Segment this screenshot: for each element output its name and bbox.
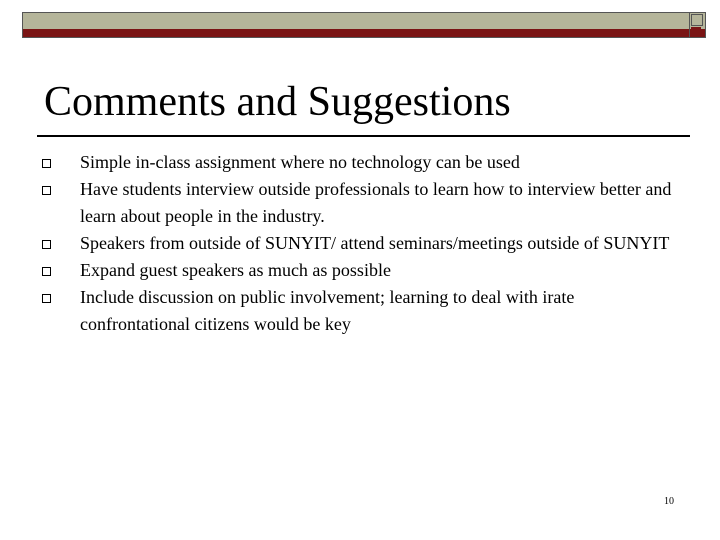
hollow-square-bullet-icon xyxy=(42,267,51,276)
bullet-text: Expand guest speakers as much as possible xyxy=(80,260,391,280)
bullet-text: Have students interview outside professionals to learn how to interview better and learn about people in the industry. xyxy=(80,179,672,226)
hollow-square-bullet-icon xyxy=(42,186,51,195)
bullet-item xyxy=(40,149,680,176)
corner-accent-block xyxy=(691,27,701,33)
header-accent-stripe xyxy=(23,29,705,37)
bullet-text: Speakers from outside of SUNYIT/ attend seminars/meetings outside of SUNYIT xyxy=(80,233,670,253)
page-number: 10 xyxy=(664,496,674,507)
bullet-item xyxy=(40,176,680,230)
slide-title: Comments and Suggestions xyxy=(44,79,511,125)
bullet-text: Include discussion on public involvement; learning to deal with irate confrontational citizens would be key xyxy=(80,287,575,334)
hollow-square-bullet-icon xyxy=(42,240,51,249)
hollow-square-bullet-icon xyxy=(42,159,51,168)
title-divider xyxy=(37,135,690,137)
bullet-item xyxy=(40,284,680,338)
header-corner-block xyxy=(689,13,703,37)
bullet-list xyxy=(40,149,680,338)
header-decoration-bar xyxy=(22,12,706,38)
corner-square-icon xyxy=(691,14,703,26)
hollow-square-bullet-icon xyxy=(42,294,51,303)
bullet-text: Simple in-class assignment where no technology can be used xyxy=(80,152,520,172)
bullet-item xyxy=(40,230,680,257)
bullet-item xyxy=(40,257,680,284)
